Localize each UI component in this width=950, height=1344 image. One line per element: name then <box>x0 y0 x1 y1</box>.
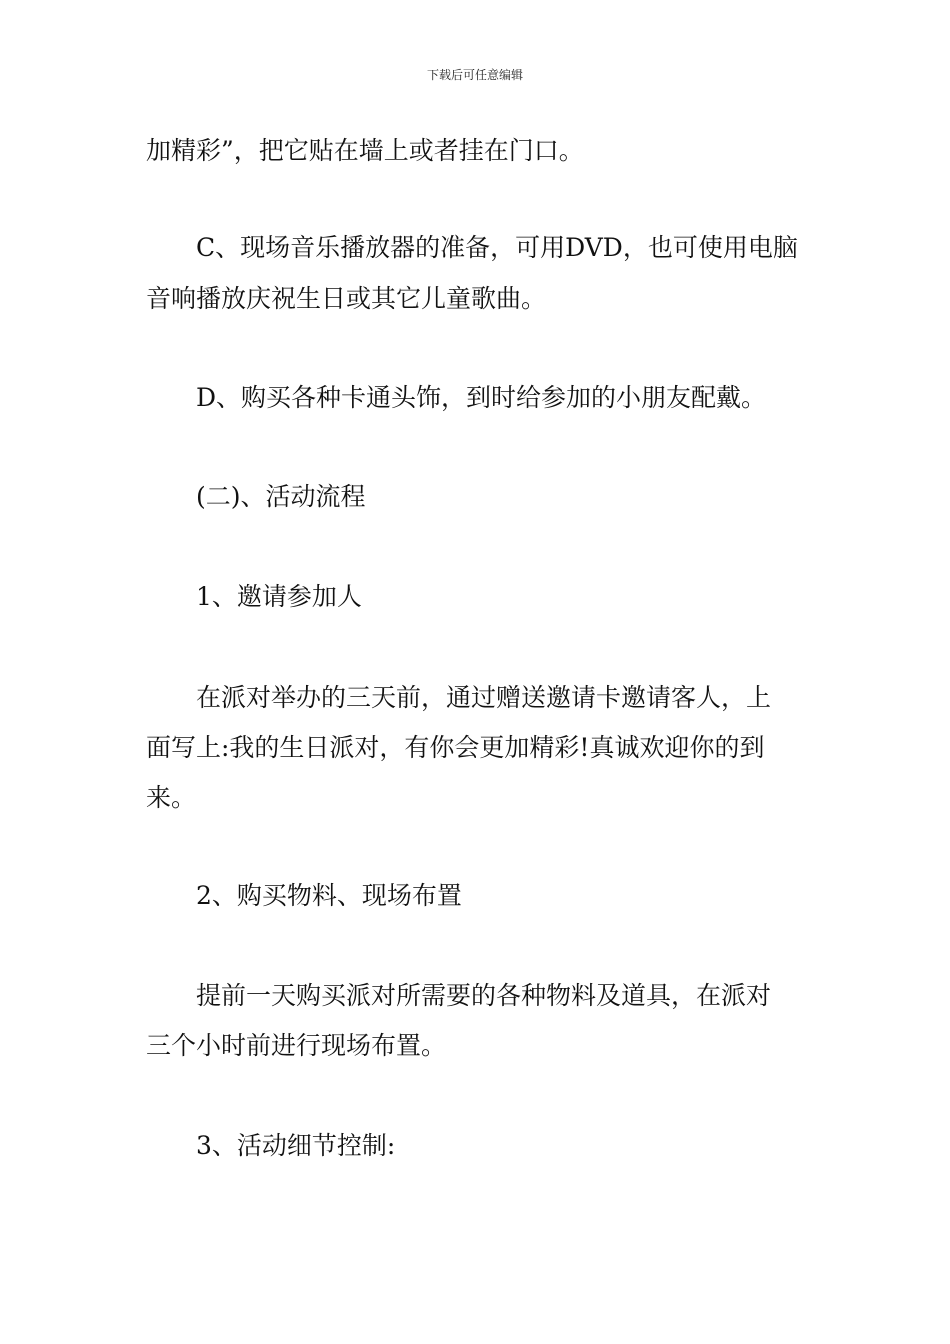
paragraph-line: 音响播放庆祝生日或其它儿童歌曲。 <box>146 284 547 313</box>
page-header: 下载后可任意编辑 <box>426 68 523 82</box>
paragraph-line: 面写上:我的生日派对，有你会更加精彩!真诚欢迎你的到 <box>146 733 765 762</box>
section-heading: (二)、活动流程 <box>196 482 366 511</box>
paragraph-line: 加精彩”，把它贴在墙上或者挂在门口。 <box>146 136 584 165</box>
paragraph-line: 在派对举办的三天前，通过赠送邀请卡邀请客人，上 <box>196 683 772 712</box>
paragraph-line: 提前一天购买派对所需要的各种物料及道具，在派对 <box>196 981 772 1010</box>
step-heading: 3、活动细节控制: <box>196 1131 396 1160</box>
paragraph-line: D、购买各种卡通头饰，到时给参加的小朋友配戴。 <box>196 383 767 412</box>
step-heading: 1、邀请参加人 <box>196 582 362 611</box>
paragraph-line: 来。 <box>146 783 197 812</box>
step-heading: 2、购买物料、现场布置 <box>196 881 462 910</box>
paragraph-line: C、现场音乐播放器的准备，可用DVD，也可使用电脑 <box>196 233 798 262</box>
paragraph-line: 三个小时前进行现场布置。 <box>146 1031 447 1060</box>
